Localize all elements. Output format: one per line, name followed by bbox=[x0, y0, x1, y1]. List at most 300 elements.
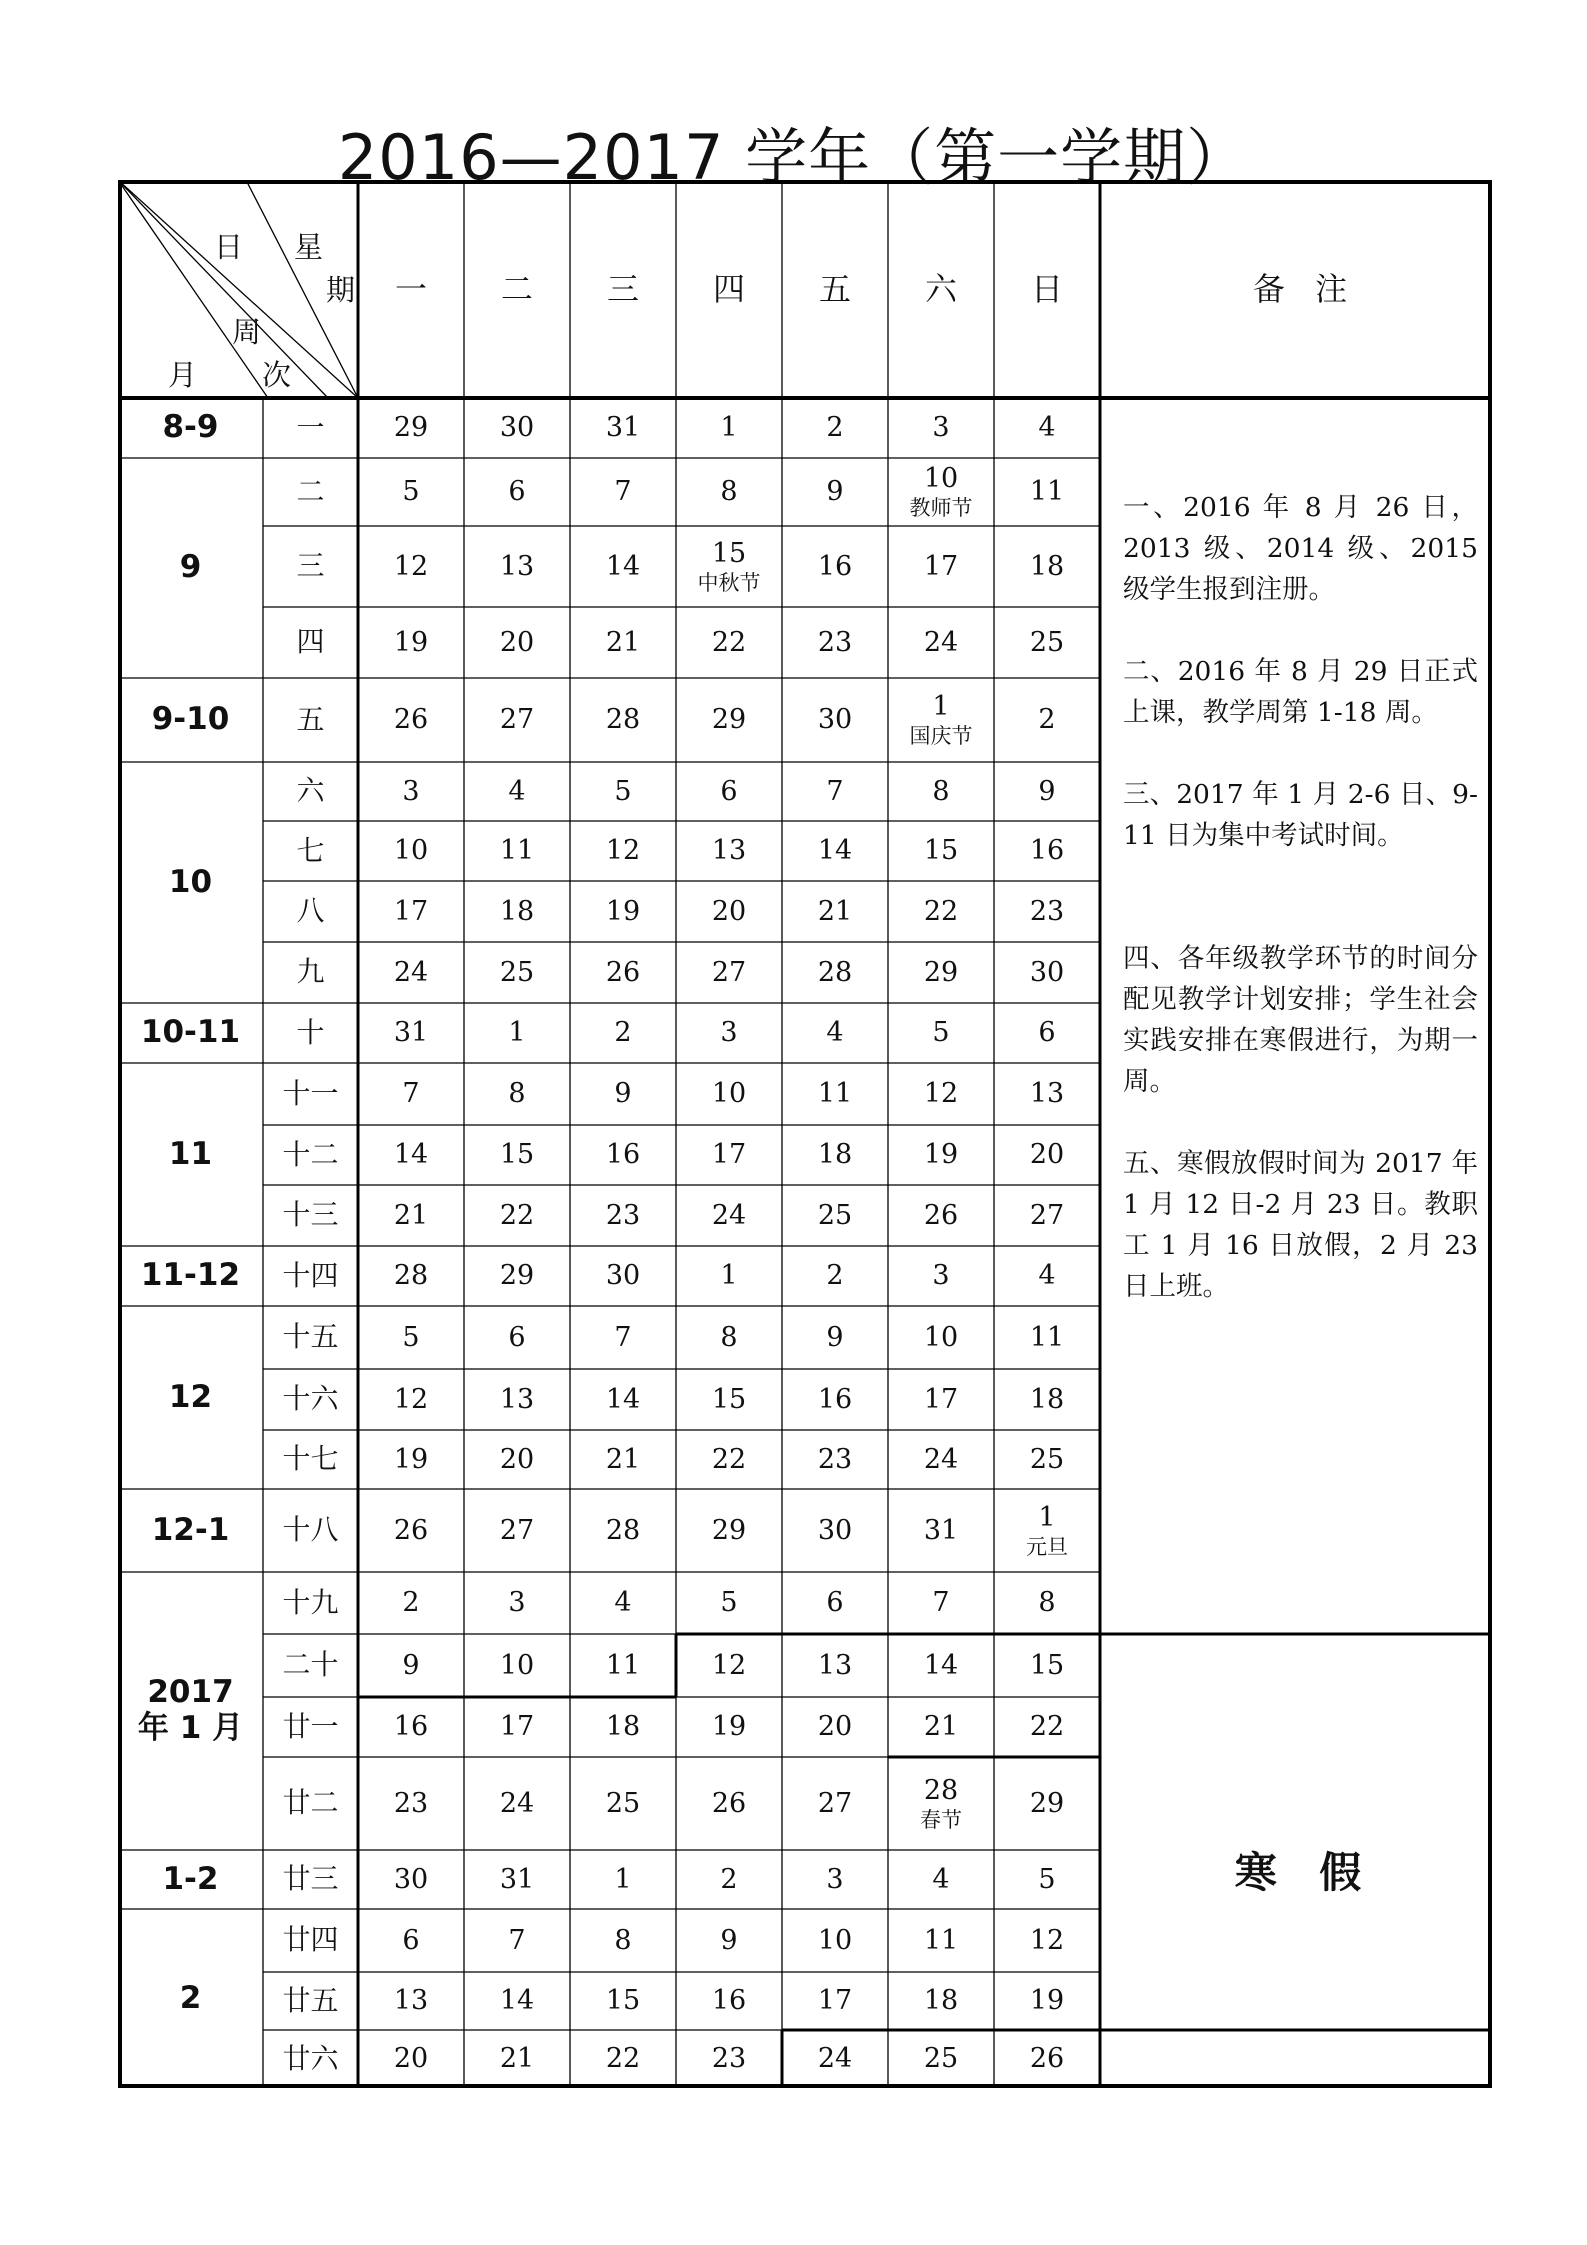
day-cell-text: 3 bbox=[720, 1017, 738, 1049]
day-cell bbox=[994, 1003, 1100, 1063]
day-cell bbox=[358, 398, 464, 458]
day-cell-text: 3 bbox=[508, 1587, 526, 1619]
day-cell-text: 12 bbox=[393, 1383, 429, 1415]
month-group-text: 2017 年 1 月 bbox=[137, 1674, 244, 1746]
day-cell bbox=[676, 881, 782, 942]
day-cell-text: 28 bbox=[605, 704, 641, 736]
day-cell-text: 9 bbox=[1038, 775, 1056, 807]
week-number-text: 二 bbox=[296, 474, 325, 508]
day-cell-text: 15 bbox=[1029, 1649, 1065, 1681]
day-cell-text: 2 bbox=[402, 1587, 420, 1619]
week-number-text: 十五 bbox=[282, 1320, 339, 1354]
day-cell bbox=[570, 1572, 676, 1634]
day-cell bbox=[994, 1757, 1100, 1850]
corner-label-week-b: 次 bbox=[262, 358, 292, 392]
day-cell bbox=[358, 1125, 464, 1185]
remarks-notes bbox=[1123, 487, 1478, 1307]
day-cell bbox=[570, 1185, 676, 1246]
day-cell-text: 22 bbox=[711, 626, 747, 658]
day-cell-text: 6 bbox=[1038, 1017, 1056, 1049]
holiday-label: 中秋节 bbox=[697, 570, 761, 595]
week-number bbox=[263, 1246, 358, 1306]
day-cell bbox=[676, 1369, 782, 1430]
day-cell-text: 14 bbox=[393, 1139, 429, 1171]
weekday-header-text: 日 bbox=[1030, 269, 1063, 308]
day-cell-text: 25 bbox=[1029, 626, 1065, 658]
day-cell-text: 20 bbox=[817, 1711, 853, 1743]
day-cell-text: 20 bbox=[499, 1443, 535, 1475]
day-cell-text: 15 bbox=[923, 835, 959, 867]
day-cell-text: 17 bbox=[499, 1711, 535, 1743]
day-cell-text: 8 bbox=[614, 1924, 632, 1956]
day-cell bbox=[676, 1909, 782, 1972]
day-cell-text: 11 bbox=[923, 1924, 959, 1956]
day-cell bbox=[782, 398, 888, 458]
day-cell-text: 16 bbox=[817, 550, 853, 582]
month-group-text: 12-1 bbox=[151, 1511, 230, 1548]
day-cell bbox=[358, 678, 464, 762]
day-cell bbox=[464, 526, 570, 607]
day-cell bbox=[782, 458, 888, 526]
day-cell-text: 24 bbox=[711, 1199, 747, 1231]
day-cell-text: 8 bbox=[932, 775, 950, 807]
day-cell-text: 10 bbox=[393, 835, 429, 867]
day-cell bbox=[676, 458, 782, 526]
day-cell-text: 1 bbox=[508, 1017, 526, 1049]
day-cell bbox=[782, 1572, 888, 1634]
day-cell-text: 15 bbox=[711, 1383, 747, 1415]
week-number-text: 廿二 bbox=[282, 1786, 339, 1820]
day-cell-text: 14 bbox=[923, 1649, 959, 1681]
day-cell bbox=[888, 1697, 994, 1757]
day-cell-text: 24 bbox=[923, 626, 959, 658]
day-cell bbox=[358, 1697, 464, 1757]
day-cell-text: 15 bbox=[605, 1985, 641, 2017]
day-cell-text: 23 bbox=[817, 626, 853, 658]
day-cell-text: 24 bbox=[393, 956, 429, 988]
day-cell bbox=[464, 762, 570, 821]
week-number bbox=[263, 458, 358, 526]
day-cell bbox=[464, 1850, 570, 1909]
week-number bbox=[263, 1125, 358, 1185]
week-number-text: 廿六 bbox=[282, 2041, 339, 2075]
day-cell-text: 5 bbox=[614, 775, 632, 807]
day-cell-text: 8 bbox=[1038, 1587, 1056, 1619]
day-cell bbox=[570, 881, 676, 942]
day-cell bbox=[782, 821, 888, 881]
day-cell-text: 3 bbox=[826, 1863, 844, 1895]
month-group bbox=[118, 762, 263, 1003]
day-cell-text: 17 bbox=[817, 1985, 853, 2017]
day-cell bbox=[994, 1697, 1100, 1757]
day-cell bbox=[358, 821, 464, 881]
day-cell-text: 20 bbox=[1029, 1139, 1065, 1171]
day-cell-text: 29 bbox=[393, 412, 429, 444]
day-cell-text: 22 bbox=[605, 2043, 641, 2075]
day-cell bbox=[888, 607, 994, 678]
day-cell-text: 21 bbox=[605, 1443, 641, 1475]
week-number bbox=[263, 526, 358, 607]
day-cell-text: 18 bbox=[1029, 550, 1065, 582]
day-cell bbox=[464, 821, 570, 881]
day-cell bbox=[994, 942, 1100, 1003]
day-cell-text: 7 bbox=[508, 1924, 526, 1956]
day-cell-text: 21 bbox=[605, 626, 641, 658]
day-cell bbox=[676, 821, 782, 881]
day-cell-text: 26 bbox=[393, 704, 429, 736]
week-number-text: 十六 bbox=[282, 1382, 339, 1416]
day-cell bbox=[676, 942, 782, 1003]
day-cell-text: 13 bbox=[499, 550, 535, 582]
week-number-text: 十一 bbox=[282, 1076, 339, 1110]
day-cell-text: 11 bbox=[1029, 476, 1065, 508]
week-number bbox=[263, 1430, 358, 1489]
day-cell bbox=[570, 1850, 676, 1909]
day-cell bbox=[358, 607, 464, 678]
day-cell-text: 5 bbox=[932, 1017, 950, 1049]
weekday-header bbox=[358, 180, 464, 398]
day-cell-text: 10 bbox=[817, 1924, 853, 1956]
day-cell-text: 19 bbox=[393, 626, 429, 658]
day-cell bbox=[782, 1489, 888, 1572]
day-cell bbox=[888, 1972, 994, 2030]
day-cell bbox=[888, 1430, 994, 1489]
day-cell-text: 23 bbox=[605, 1199, 641, 1231]
day-cell bbox=[358, 762, 464, 821]
day-cell-text: 13 bbox=[1029, 1078, 1065, 1110]
day-cell bbox=[464, 1634, 570, 1697]
week-number-text: 廿五 bbox=[282, 1983, 339, 2017]
day-cell bbox=[676, 762, 782, 821]
day-cell bbox=[676, 1489, 782, 1572]
day-cell bbox=[358, 1003, 464, 1063]
day-cell-text: 23 bbox=[393, 1787, 429, 1819]
day-cell bbox=[888, 1572, 994, 1634]
week-number-text: 十七 bbox=[282, 1442, 339, 1476]
remarks-header: 备 注 bbox=[1252, 269, 1358, 308]
weekday-header bbox=[782, 180, 888, 398]
day-cell bbox=[464, 1246, 570, 1306]
day-cell-text: 12 bbox=[1029, 1924, 1065, 1956]
day-cell-text: 11 bbox=[817, 1078, 853, 1110]
day-cell bbox=[782, 1369, 888, 1430]
day-cell-text: 8 bbox=[720, 1321, 738, 1353]
day-cell-text: 10 bbox=[499, 1649, 535, 1681]
day-cell-text: 11 bbox=[605, 1649, 641, 1681]
day-cell-text: 20 bbox=[393, 2043, 429, 2075]
day-cell bbox=[676, 2030, 782, 2088]
corner-label-day: 日 bbox=[214, 230, 244, 264]
day-cell-text: 27 bbox=[711, 956, 747, 988]
month-group bbox=[118, 1489, 263, 1572]
day-cell-text: 2 bbox=[720, 1863, 738, 1895]
week-number-text: 二十 bbox=[282, 1648, 339, 1682]
day-cell bbox=[464, 1003, 570, 1063]
day-cell-text: 14 bbox=[605, 1383, 641, 1415]
day-cell bbox=[994, 1063, 1100, 1125]
day-cell bbox=[782, 1063, 888, 1125]
day-cell bbox=[464, 1909, 570, 1972]
day-cell bbox=[570, 821, 676, 881]
day-cell-text: 14 bbox=[817, 835, 853, 867]
day-cell bbox=[676, 1430, 782, 1489]
day-cell-text: 5 bbox=[1038, 1863, 1056, 1895]
day-cell-text: 7 bbox=[402, 1078, 420, 1110]
day-cell bbox=[570, 1909, 676, 1972]
day-cell-text: 25 bbox=[1029, 1443, 1065, 1475]
week-number bbox=[263, 607, 358, 678]
day-cell-text: 17 bbox=[393, 895, 429, 927]
day-cell bbox=[782, 678, 888, 762]
day-cell-text: 28 bbox=[923, 1774, 959, 1806]
day-cell-text: 21 bbox=[393, 1199, 429, 1231]
day-cell-text: 5 bbox=[402, 476, 420, 508]
day-cell-text: 17 bbox=[711, 1139, 747, 1171]
day-cell bbox=[570, 678, 676, 762]
day-cell-text: 19 bbox=[711, 1711, 747, 1743]
day-cell bbox=[888, 762, 994, 821]
day-cell bbox=[994, 607, 1100, 678]
day-cell-text: 18 bbox=[499, 895, 535, 927]
day-cell bbox=[782, 1430, 888, 1489]
weekday-header bbox=[570, 180, 676, 398]
day-cell-text: 22 bbox=[711, 1443, 747, 1475]
day-cell bbox=[464, 1697, 570, 1757]
day-cell bbox=[676, 1850, 782, 1909]
day-cell bbox=[994, 821, 1100, 881]
day-cell-text: 16 bbox=[605, 1139, 641, 1171]
day-cell bbox=[782, 1909, 888, 1972]
week-number bbox=[263, 1850, 358, 1909]
day-cell-text: 1 bbox=[1038, 1501, 1056, 1533]
day-cell bbox=[676, 1972, 782, 2030]
day-cell bbox=[358, 1489, 464, 1572]
day-cell bbox=[676, 1063, 782, 1125]
day-cell-text: 14 bbox=[499, 1985, 535, 2017]
month-group-text: 11 bbox=[168, 1135, 213, 1172]
month-group bbox=[118, 398, 263, 458]
month-group-text: 12 bbox=[168, 1378, 213, 1415]
week-number bbox=[263, 821, 358, 881]
day-cell bbox=[676, 526, 782, 607]
day-cell bbox=[570, 762, 676, 821]
day-cell bbox=[358, 1757, 464, 1850]
day-cell bbox=[994, 1634, 1100, 1697]
day-cell-text: 18 bbox=[1029, 1383, 1065, 1415]
day-cell-text: 31 bbox=[923, 1514, 959, 1546]
page-title: 2016—2017 学年（第一学期） bbox=[337, 121, 1250, 194]
week-number-text: 廿一 bbox=[282, 1709, 339, 1743]
month-group-text: 2 bbox=[179, 1979, 202, 2016]
day-cell bbox=[570, 1489, 676, 1572]
day-cell bbox=[464, 1572, 570, 1634]
weekday-header bbox=[464, 180, 570, 398]
week-number bbox=[263, 678, 358, 762]
note-4: 四、各年级教学环节的时间分配见教学计划安排；学生社会实践安排在寒假进行，为期一周。 bbox=[1123, 943, 1478, 1097]
day-cell-text: 21 bbox=[817, 895, 853, 927]
day-cell bbox=[464, 1972, 570, 2030]
day-cell bbox=[358, 458, 464, 526]
day-cell bbox=[782, 1246, 888, 1306]
weekday-header-text: 五 bbox=[818, 269, 851, 308]
day-cell bbox=[888, 2030, 994, 2088]
day-cell bbox=[888, 398, 994, 458]
day-cell bbox=[464, 1306, 570, 1369]
day-cell bbox=[994, 762, 1100, 821]
day-cell bbox=[358, 2030, 464, 2088]
week-number bbox=[263, 1003, 358, 1063]
day-cell bbox=[570, 2030, 676, 2088]
winter-break-label: 寒 假 bbox=[1234, 1848, 1376, 1897]
day-cell-text: 25 bbox=[923, 2043, 959, 2075]
week-number-text: 十 bbox=[296, 1015, 325, 1049]
day-cell bbox=[782, 1972, 888, 2030]
day-cell bbox=[782, 1850, 888, 1909]
week-number-text: 十二 bbox=[282, 1137, 339, 1171]
day-cell bbox=[570, 1003, 676, 1063]
week-number-text: 六 bbox=[296, 774, 325, 808]
day-cell bbox=[888, 821, 994, 881]
corner-diagonal bbox=[118, 180, 328, 398]
day-cell bbox=[358, 1246, 464, 1306]
day-cell bbox=[888, 1909, 994, 1972]
day-cell bbox=[994, 398, 1100, 458]
day-cell bbox=[994, 526, 1100, 607]
week-number-text: 五 bbox=[296, 702, 325, 736]
day-cell bbox=[888, 1185, 994, 1246]
day-cell bbox=[358, 942, 464, 1003]
day-cell-text: 13 bbox=[711, 835, 747, 867]
day-cell-text: 19 bbox=[605, 895, 641, 927]
day-cell bbox=[358, 1572, 464, 1634]
day-cell bbox=[358, 1369, 464, 1430]
weekday-header-text: 四 bbox=[712, 269, 745, 308]
day-cell bbox=[888, 1246, 994, 1306]
day-cell bbox=[888, 678, 994, 762]
weekday-header-text: 三 bbox=[606, 269, 639, 308]
day-cell bbox=[570, 1697, 676, 1757]
day-cell-text: 31 bbox=[393, 1017, 429, 1049]
day-cell-text: 8 bbox=[508, 1078, 526, 1110]
day-cell-text: 19 bbox=[1029, 1985, 1065, 2017]
day-cell-text: 30 bbox=[817, 704, 853, 736]
day-cell-text: 2 bbox=[826, 412, 844, 444]
day-cell bbox=[888, 942, 994, 1003]
day-cell-text: 3 bbox=[402, 775, 420, 807]
month-group-text: 8-9 bbox=[162, 409, 219, 446]
day-cell-text: 20 bbox=[711, 895, 747, 927]
day-cell-text: 3 bbox=[932, 1260, 950, 1292]
day-cell-text: 19 bbox=[393, 1443, 429, 1475]
day-cell-text: 30 bbox=[817, 1514, 853, 1546]
day-cell-text: 27 bbox=[499, 704, 535, 736]
day-cell-text: 18 bbox=[923, 1985, 959, 2017]
weekday-header bbox=[994, 180, 1100, 398]
day-cell-text: 11 bbox=[1029, 1321, 1065, 1353]
weekday-header bbox=[888, 180, 994, 398]
corner-label-weekday-a: 星 bbox=[294, 230, 324, 264]
week-number bbox=[263, 398, 358, 458]
month-group bbox=[118, 1063, 263, 1246]
day-cell bbox=[358, 1185, 464, 1246]
day-cell bbox=[888, 526, 994, 607]
day-cell-text: 1 bbox=[932, 691, 950, 723]
day-cell bbox=[888, 1306, 994, 1369]
day-cell bbox=[782, 762, 888, 821]
day-cell bbox=[994, 1369, 1100, 1430]
day-cell-text: 26 bbox=[711, 1787, 747, 1819]
week-number bbox=[263, 1972, 358, 2030]
day-cell-text: 22 bbox=[499, 1199, 535, 1231]
day-cell bbox=[994, 881, 1100, 942]
day-cell-text: 15 bbox=[499, 1139, 535, 1171]
day-cell bbox=[782, 1306, 888, 1369]
month-group bbox=[118, 1850, 263, 1909]
day-cell-text: 6 bbox=[508, 1321, 526, 1353]
day-cell bbox=[782, 2030, 888, 2088]
day-cell-text: 21 bbox=[499, 2043, 535, 2075]
day-cell-text: 16 bbox=[393, 1711, 429, 1743]
day-cell bbox=[358, 1430, 464, 1489]
week-number bbox=[263, 1572, 358, 1634]
day-cell-text: 15 bbox=[711, 537, 747, 569]
day-cell-text: 31 bbox=[499, 1863, 535, 1895]
day-cell bbox=[464, 678, 570, 762]
day-cell bbox=[888, 881, 994, 942]
month-group-text: 11-12 bbox=[140, 1257, 241, 1294]
day-cell-text: 20 bbox=[499, 626, 535, 658]
day-cell-text: 17 bbox=[923, 550, 959, 582]
day-cell-text: 29 bbox=[1029, 1787, 1065, 1819]
day-cell bbox=[888, 1063, 994, 1125]
day-cell-text: 29 bbox=[923, 956, 959, 988]
month-group bbox=[118, 1003, 263, 1063]
day-cell-text: 7 bbox=[826, 775, 844, 807]
day-cell bbox=[676, 1003, 782, 1063]
day-cell bbox=[994, 1489, 1100, 1572]
day-cell bbox=[358, 1634, 464, 1697]
week-number-text: 三 bbox=[296, 549, 325, 583]
day-cell bbox=[358, 1850, 464, 1909]
day-cell bbox=[464, 1430, 570, 1489]
corner-diagonal bbox=[118, 180, 358, 398]
week-number-text: 廿三 bbox=[282, 1862, 339, 1896]
week-number bbox=[263, 2030, 358, 2088]
day-cell bbox=[994, 678, 1100, 762]
day-cell-text: 3 bbox=[932, 412, 950, 444]
day-cell-text: 6 bbox=[402, 1924, 420, 1956]
day-cell-text: 2 bbox=[614, 1017, 632, 1049]
day-cell bbox=[358, 881, 464, 942]
day-cell bbox=[676, 1246, 782, 1306]
day-cell-text: 4 bbox=[932, 1863, 950, 1895]
week-number-text: 七 bbox=[296, 833, 325, 867]
day-cell-text: 4 bbox=[508, 775, 526, 807]
day-cell bbox=[676, 1185, 782, 1246]
day-cell bbox=[994, 2030, 1100, 2088]
day-cell bbox=[782, 1185, 888, 1246]
day-cell-text: 30 bbox=[393, 1863, 429, 1895]
day-cell bbox=[994, 1572, 1100, 1634]
day-cell-text: 10 bbox=[923, 463, 959, 495]
day-cell bbox=[570, 458, 676, 526]
corner-label-month: 月 bbox=[168, 358, 198, 392]
day-cell bbox=[464, 398, 570, 458]
day-cell-text: 11 bbox=[499, 835, 535, 867]
day-cell-text: 5 bbox=[720, 1587, 738, 1619]
week-number bbox=[263, 881, 358, 942]
day-cell-text: 9 bbox=[720, 1924, 738, 1956]
